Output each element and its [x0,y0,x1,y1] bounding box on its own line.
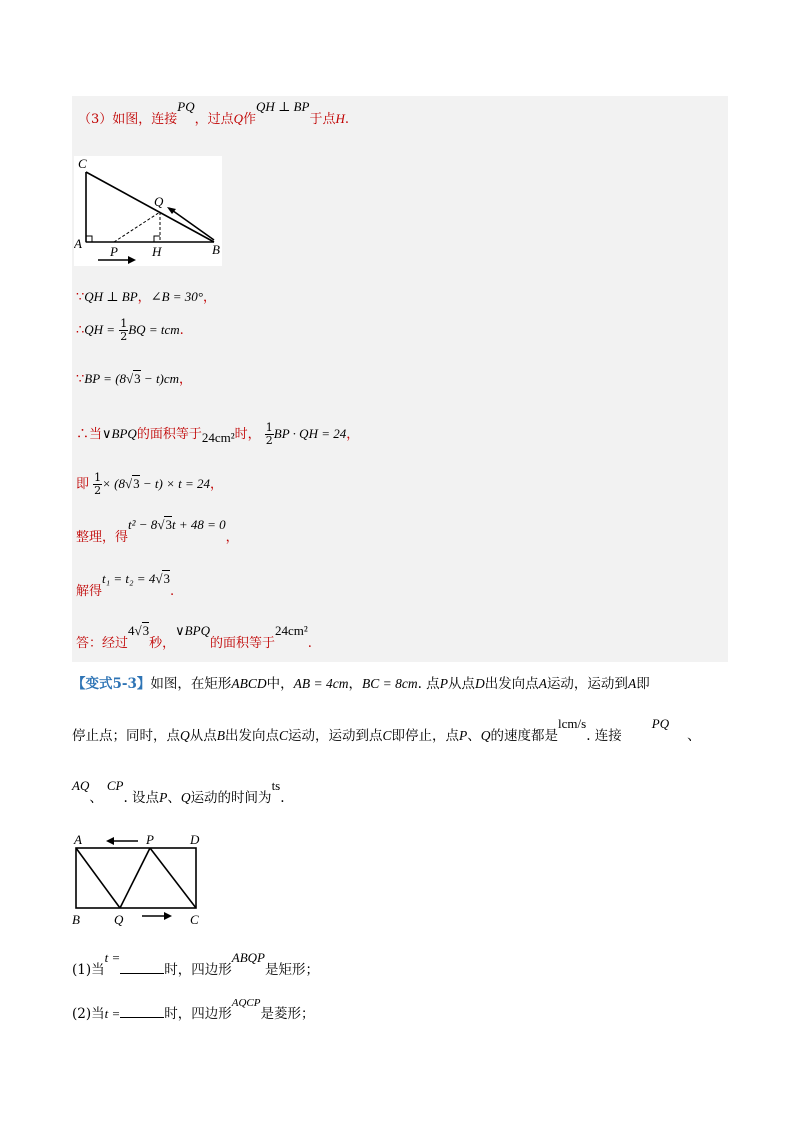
triangle-diagram [74,156,222,266]
therefore-symbol: ∴ [76,427,90,442]
numerator: 1 [120,317,128,330]
question-number: (2)当 [72,1006,105,1022]
text: 整理，得 [76,530,129,545]
text: ， [346,427,360,442]
math-abcd: ABCD [231,676,267,691]
rectangle-figure [70,830,210,930]
text: 当 [89,427,103,442]
math-aq: AQ [72,778,90,793]
math-cp: CP [106,778,124,793]
math: − t) × t = 24 [139,476,211,491]
point-q: Q [233,111,244,126]
triangle-figure [74,156,222,266]
answer-blank[interactable] [120,1005,164,1018]
text: . [344,112,349,127]
point: P [439,676,448,691]
text: 答：经过 [76,636,129,651]
numerator: 1 [94,471,102,484]
text: 时， [234,427,261,442]
area-value: 24cm² [274,623,308,638]
text: 、 [687,728,701,744]
text: 即 [76,477,90,492]
text: 的速度都是 [490,728,559,744]
math: BQ = tcm [128,322,180,337]
label-a: A [74,236,82,251]
math-t: t = [104,950,121,965]
label-b: B [72,912,80,927]
text: ， [179,372,193,387]
text: 、 [167,790,181,806]
question-1 [72,950,319,978]
sqrt-three: 3 [165,517,172,532]
text: ， [203,290,217,305]
math-shape: ABQP [231,950,265,965]
text: . [280,790,285,806]
text: （3）如图，连接 [78,112,178,127]
math: QH = [84,322,116,337]
text: . 点 [417,676,440,692]
text: . [169,584,175,599]
math-shape: AQCP [231,997,261,1009]
text: 如图，在矩形 [150,676,232,692]
text: 运动，运动到 [546,676,628,692]
math: × (8 [102,476,126,491]
text: 运动的时间为 [190,790,272,806]
text: 作 [243,112,257,127]
point: P [159,790,168,805]
text: . 设点 [123,790,160,806]
math-ab: AB = 4cm [293,676,349,691]
text: 是矩形； [264,962,319,978]
text: ， [225,530,239,545]
math: t + 48 = 0 [171,517,226,532]
text: 、 [89,790,103,806]
variant-line3 [72,778,285,806]
denominator: 2 [265,434,273,447]
sqrt-three: 3 [133,476,140,491]
solution-answer: 答：经过4√3秒，∨BPQ的面积等于24cm². [76,623,312,651]
sqrt-three: 3 [142,623,150,638]
point-h: H [335,111,345,126]
label-d: D [190,832,200,847]
math-pq: PQ [651,716,670,731]
denominator: 2 [120,330,128,343]
rectangle-diagram [70,830,210,930]
label-b: B [212,242,220,257]
text: 从点 [447,676,475,692]
math-bc: BC = 8cm [361,676,418,691]
math: BP = (8 [84,371,127,386]
math-pq: PQ [177,99,195,114]
label-p: P [146,832,154,847]
text: 的面积等于 [136,427,202,442]
solution-part3-intro [78,99,349,127]
solution-line5: 即 $\frac{1}{2}$ × (8√3 − t) × t = 24， [76,471,224,497]
time-value: ts [271,778,281,793]
text: 的面积等于 [209,636,275,651]
solution-line2 [76,318,184,343]
solution-line7: 解得t₁ = t₂ = 4√3. [76,571,175,599]
math: t₁ = t₂ = 4 [102,571,156,586]
point: Q [180,790,191,805]
text: . [307,636,312,651]
text: 即 [636,676,650,692]
text: ， [137,290,151,305]
label-a: A [74,832,82,847]
label-h: H [152,244,162,259]
label-p: P [110,244,118,259]
text: 从点 [189,728,217,744]
math-t: t = [104,1006,121,1021]
denominator: 2 [94,484,102,497]
point: C [279,728,289,743]
fraction-half [265,422,274,447]
because-symbol: ∵ [76,372,85,387]
math: − t)cm [140,371,180,386]
text: 解得 [76,584,103,599]
point: A [627,676,637,691]
math-qh-perp-bp: QH ⊥ BP [256,99,310,114]
label-c: C [190,912,199,927]
solution-line4 [76,422,359,447]
text: 、 [467,728,481,744]
point: C [382,728,392,743]
question-number: (1)当 [72,962,105,978]
text: ，过点 [194,112,234,127]
text: 时，四边形 [164,1006,232,1022]
text: 秒， [149,636,176,651]
label-q: Q [154,194,164,209]
numerator: 1 [265,421,273,434]
label-c: C [78,156,87,171]
math: QH ⊥ BP [84,289,138,304]
point: P [459,728,468,743]
point: B [216,728,225,743]
text: 出发向点 [225,728,279,744]
text: 是菱形； [260,1006,315,1022]
question-2 [72,997,315,1022]
point: A [538,676,547,691]
math-angle: ∠B = 30° [150,289,203,304]
math: 4 [128,623,135,638]
variant-tag: 【变式5-3】 [72,676,151,692]
point: Q [180,728,190,743]
solution-line6: 整理，得t² − 8√3t + 48 = 0， [76,517,239,545]
text: 即停止，点 [391,728,460,744]
label-q: Q [114,912,124,927]
sqrt-three: 3 [134,371,141,386]
text: ， [210,477,224,492]
text: 运动，运动到点 [288,728,383,744]
fraction-half [119,318,128,343]
text: 于点 [309,112,336,127]
text: ， [348,676,362,692]
speed-value: lcm/s [558,716,587,731]
answer-blank[interactable] [120,961,164,974]
point: D [474,676,485,691]
text: 时，四边形 [164,962,232,978]
sqrt-three: 3 [163,571,170,586]
triangle-bpq: ∨BPQ [175,623,210,638]
solution-line1 [76,286,216,305]
text: 停止点；同时，点 [72,728,180,744]
fraction-half [93,472,102,497]
math: t² − 8 [128,517,158,532]
solution-panel [72,96,728,662]
triangle-bpq: ∨BPQ [102,426,137,441]
area-value: 24cm² [201,430,235,445]
therefore-symbol: ∴ [76,323,85,338]
text: 中， [266,676,294,692]
variant-line1 [72,672,650,692]
variant-line2 [72,716,701,744]
text: . [179,323,184,338]
because-symbol: ∵ [76,290,85,305]
solution-line3: ∵BP = (8√3 − t)cm， [76,371,193,387]
text: . 连接 [586,728,622,744]
math: BP · QH = 24 [273,426,347,441]
point: Q [480,728,491,743]
text: 出发向点 [484,676,539,692]
